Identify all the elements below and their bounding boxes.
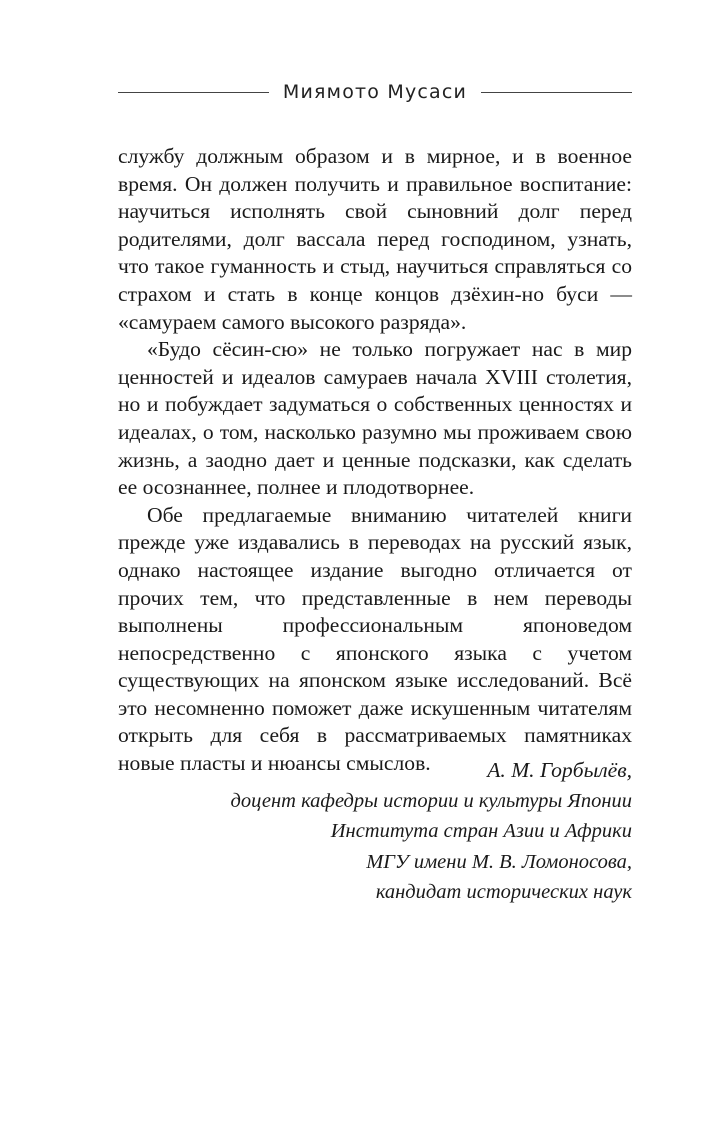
author-title-university: МГУ имени М. В. Ломоносова, [366,850,632,873]
header-rule-right [481,92,632,93]
author-title-position: доцент кафедры истории и культуры Японии [230,789,632,812]
running-header [118,78,632,106]
paragraph-continuation: службу должным образом и в мирное, и в военное время. Он должен получить и правильное воспитание: научиться исполнять свой сыновний долг перед родителями, долг вассала перед господином, узнать, что такое гуманность и стыд, научиться справляться со страхом и стать в конце концов дзёхин-но буси — «самураем самого высокого разряда». [118,144,632,334]
paragraph-budo-shoshinshu: «Будо сёсин-сю» не только погружает нас в мир ценностей и идеалов самураев начала XVIII столетия, но и побуждает задуматься о собственных ценностях и идеалах, о том, насколько разумно мы проживаем свою жизнь, а заодно дает и ценные подсказки, как сделать ее осознаннее, полнее и плодотворнее. [118,337,632,500]
paragraph-translations: Обе предлагаемые вниманию читателей книги прежде уже издавались в переводах на русский язык, однако настоящее издание выгодно отличается от прочих тем, что представленные в нем переводы выполнены профессиональным японоведом непосредственно с японского языка с учетом существующих на японском языке исследований. Всё это несомненно поможет даже искушенным читателям открыть для себя в рассматриваемых памятниках новые пласты и нюансы смыслов. [118,502,632,776]
author-signature [118,755,632,908]
author-title-degree: кандидат исторических наук [375,881,632,903]
header-title: Миямото Мусаси [282,81,468,103]
body-text [118,143,632,778]
author-title-institute: Института стран Азии и Африки [330,820,632,842]
header-rule-left [118,92,269,93]
author-name: А. М. Горбылёв, [487,758,632,782]
